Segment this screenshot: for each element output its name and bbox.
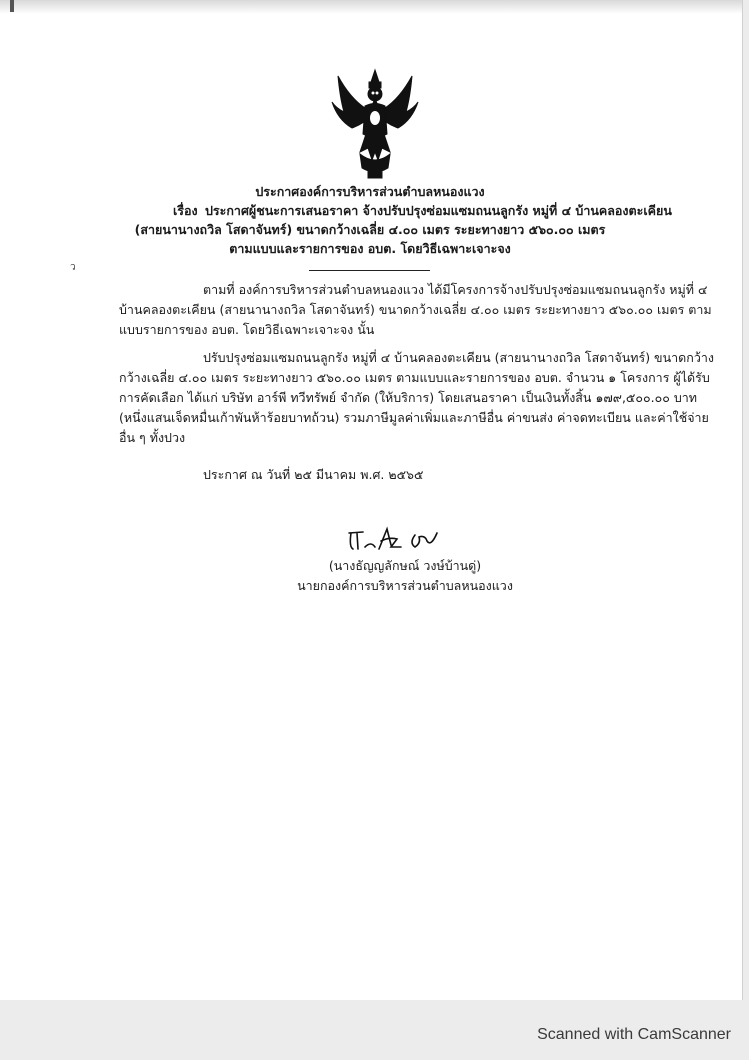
subject-line-3: ตามแบบและรายการของ อบต. โดยวิธีเฉพาะเจาะจง [229, 241, 511, 256]
scan-edge-shadow [0, 0, 742, 14]
scanner-watermark: Scanned with CamScanner [537, 1026, 731, 1043]
paragraph1-line-1: ตามที่ องค์การบริหารส่วนตำบลหนองแวง ได้มีโครงการจ้างปรับปรุงซ่อมแซมถนนลูกรัง หมู่ที่ ๔ [203, 282, 708, 297]
announcement-date: ประกาศ ณ วันที่ ๒๕ มีนาคม พ.ศ. ๒๕๖๕ [203, 467, 424, 482]
garuda-emblem-icon [330, 68, 420, 180]
paragraph2-line-5: อื่น ๆ ทั้งปวง [119, 430, 186, 445]
signer-name: (นางธัญญลักษณ์ วงษ์บ้านดู่) [328, 558, 482, 573]
heading-divider [309, 270, 430, 271]
subject-line-2: (สายนานางถวิล โสดาจันทร์) ขนาดกว้างเฉลี่ย ๔.๐๐ เมตร ระยะทางยาว ๕๖๐.๐๐ เมตร [134, 222, 606, 237]
paragraph2-line-3: การคัดเลือก ได้แก่ บริษัท อาร์พี ทวีทรัพย์ จำกัด (ให้บริการ) โดยเสนอราคา เป็นเงินทั้งสิ้น ๑๗๙,๕๐๐.๐๐ บาท [119, 390, 698, 405]
signature-image [345, 523, 445, 553]
paragraph1-line-3: แบบรายการของ อบต. โดยวิธีเฉพาะเจาะจง นั้น [119, 322, 375, 337]
paragraph2-line-1: ปรับปรุงซ่อมแซมถนนลูกรัง หมู่ที่ ๔ บ้านคลองตะเคียน (สายนานางถวิล โสดาจันทร์) ขนาดกว้าง [203, 350, 714, 365]
subject-label: เรื่อง [173, 203, 198, 218]
signer-title: นายกองค์การบริหารส่วนตำบลหนองแวง [297, 578, 513, 593]
subject-line-1: ประกาศผู้ชนะการเสนอราคา จ้างปรับปรุงซ่อมแซมถนนลูกรัง หมู่ที่ ๔ บ้านคลองตะเคียน [205, 203, 672, 218]
paragraph1-line-2: บ้านคลองตะเคียน (สายนานางถวิล โสดาจันทร์) ขนาดกว้างเฉลี่ย ๔.๐๐ เมตร ระยะทางยาว ๕๖๐.๐๐ เมตร ตาม [119, 302, 712, 317]
document-heading: ประกาศองค์การบริหารส่วนตำบลหนองแวง [255, 184, 485, 199]
paragraph2-line-2: กว้างเฉลี่ย ๔.๐๐ เมตร ระยะทางยาว ๕๖๐.๐๐ เมตร ตามแบบและรายการของ อบต. จำนวน ๑ โครงการ ผู้ได้รับ [119, 370, 710, 385]
margin-mark: ว [70, 262, 76, 273]
scan-corner-mark [10, 0, 14, 12]
paragraph2-line-4: (หนึ่งแสนเจ็ดหมื่นเก้าพันห้าร้อยบาทถ้วน) รวมภาษีมูลค่าเพิ่มและภาษีอื่น ค่าขนส่ง ค่าจดทะเบียน และค่าใช้จ่าย [119, 410, 709, 425]
